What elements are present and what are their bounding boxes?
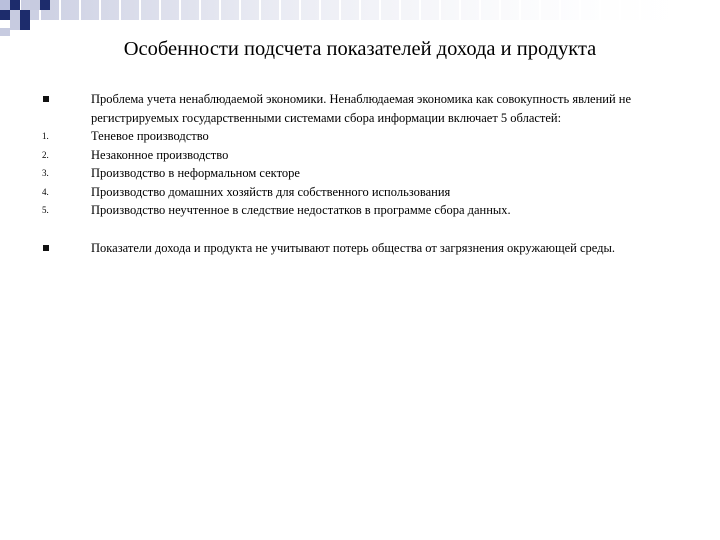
item-text: Теневое производство	[91, 129, 209, 143]
banner-square-light-5	[0, 28, 10, 36]
banner-square-light-1	[0, 0, 10, 10]
spacer	[0, 220, 720, 239]
banner-square-dark-1	[10, 0, 20, 10]
square-bullet-icon	[43, 96, 49, 102]
bullet-text: Показатели дохода и продукта не учитывают потерь общества от загрязнения окружающей среды.	[91, 240, 616, 255]
banner-square-dark-4	[40, 0, 50, 10]
item-text: Производство домашних хозяйств для собственного использования	[91, 184, 451, 199]
item-number: 4.	[42, 186, 49, 197]
item-number: 1.	[42, 131, 49, 141]
banner-square-light-3	[30, 0, 40, 10]
slide-content	[0, 90, 720, 257]
banner-square-dark-2	[0, 10, 10, 20]
item-number: 5.	[42, 205, 49, 215]
numbered-item-4	[0, 183, 720, 202]
item-number: 3.	[42, 168, 49, 178]
item-text: Незаконное производство	[91, 147, 229, 162]
final-bullet-item	[0, 239, 720, 258]
numbered-item-1	[0, 127, 720, 146]
square-bullet-icon	[43, 245, 49, 251]
bullet-item	[0, 90, 720, 127]
numbered-item-2	[0, 146, 720, 165]
banner-square-dark-3	[20, 10, 30, 20]
header-banner	[0, 0, 720, 40]
banner-gradient	[0, 0, 720, 20]
banner-square-dark-5	[20, 20, 30, 30]
item-number: 2.	[42, 149, 49, 160]
slide-title: Особенности подсчета показателей дохода и продукта	[123, 38, 597, 60]
item-text: Производство в неформальном секторе	[91, 166, 300, 180]
banner-square-light-2	[10, 10, 20, 20]
bullet-text: Проблема учета ненаблюдаемой экономики. Ненаблюдаемая экономика как совокупность явлений не регистрируемых государственными системами сбора информации включает 5 областей:	[91, 92, 632, 125]
item-text: Производство неучтенное в следствие недостатков в программе сбора данных.	[91, 203, 511, 217]
banner-square-light-4	[10, 20, 20, 30]
numbered-item-3	[0, 164, 720, 183]
banner-grid-lines	[20, 0, 640, 20]
numbered-item-5	[0, 201, 720, 220]
